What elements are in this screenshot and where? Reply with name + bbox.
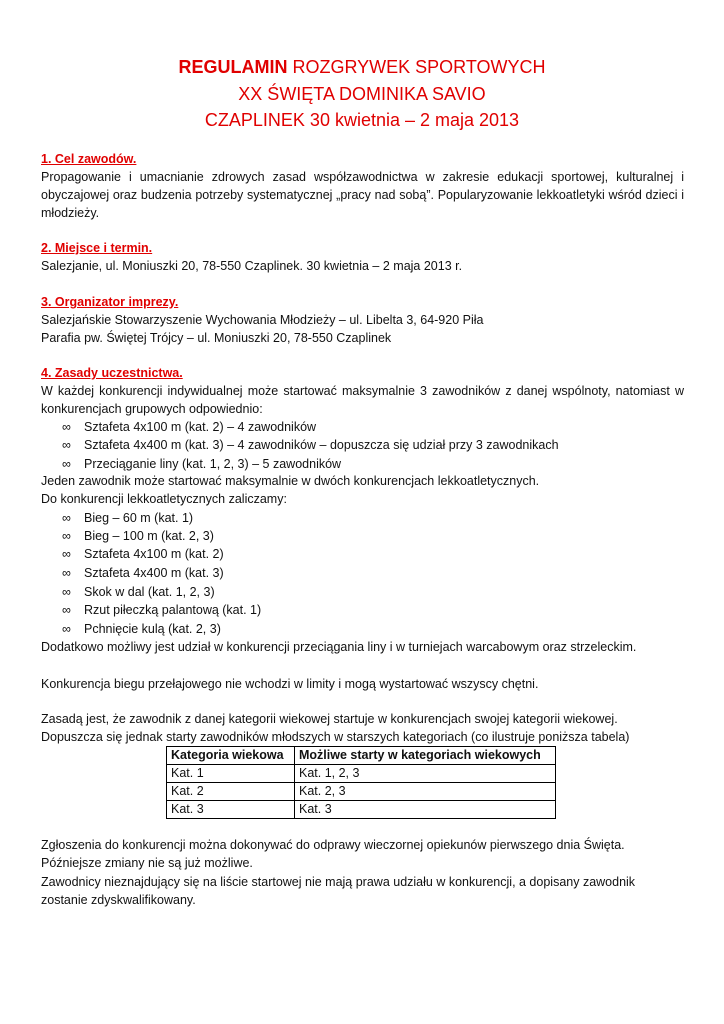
section-4-intro: W każdej konkurencji indywidualnej może startować maksymalnie 3 zawodników z danej wspólnoty, natomiast w konkurencjach grupowych odpowiednio: [41, 384, 684, 416]
list-item: ∞ Sztafeta 4x100 m (kat. 2) [62, 547, 224, 561]
age-category-table [166, 746, 556, 819]
section-3-line-1: Salezjańskie Stowarzyszenie Wychowania Młodzieży – ul. Libelta 3, 64-920 Piła [41, 313, 484, 327]
age-rule-line-1: Zasadą jest, że zawodnik z danej kategorii wiekowej startuje w konkurencjach swojej kategorii wiekowej. [41, 712, 618, 726]
title-line-1-rest: ROZGRYWEK SPORTOWYCH [287, 57, 546, 77]
table-cell: Kat. 2, 3 [295, 783, 556, 801]
infinity-bullet-icon: ∞ [62, 585, 71, 599]
max-events-line: Jeden zawodnik może startować maksymalnie w dwóch konkurencjach lekkoatletycznych. [41, 474, 540, 488]
list-item: ∞ Sztafeta 4x100 m (kat. 2) – 4 zawodników [62, 420, 317, 434]
table-cell: Kat. 2 [167, 783, 295, 801]
list-item: ∞ Sztafeta 4x400 m (kat. 3) – 4 zawodników – dopuszcza się udział przy 3 zawodnikach [62, 438, 559, 452]
entries-deadline-line: Zgłoszenia do konkurencji można dokonywać do odprawy wieczornej opiekunów pierwszego dnia Święta. [41, 838, 625, 852]
table-cell: Kat. 1 [167, 765, 295, 783]
infinity-bullet-icon: ∞ [62, 529, 71, 543]
list-item: ∞ Pchnięcie kulą (kat. 2, 3) [62, 622, 221, 636]
section-3-line-2: Parafia pw. Świętej Trójcy – ul. Moniuszki 20, 78-550 Czaplinek [41, 331, 392, 345]
table-header-cell: Kategoria wiekowa [167, 747, 295, 765]
infinity-bullet-icon: ∞ [62, 547, 71, 561]
list-item: ∞ Przeciąganie liny (kat. 1, 2, 3) – 5 zawodników [62, 457, 342, 471]
list-item: ∞ Sztafeta 4x400 m (kat. 3) [62, 566, 224, 580]
infinity-bullet-icon: ∞ [62, 457, 71, 471]
title-line-1 [0, 55, 724, 79]
section-1-text: Propagowanie i umacnianie zdrowych zasad współzawodnictwa w zakresie edukacji sportowej, kulturalnej i obyczajowej oraz budzenia potrzeby systematycznej „pracy nad sobą”. Popularyzowanie lekkoatletyki wśród dzieci i młodzieży. [41, 170, 684, 220]
infinity-bullet-icon: ∞ [62, 438, 71, 452]
title-line-3: CZAPLINEK 30 kwietnia – 2 maja 2013 [204, 110, 520, 130]
infinity-bullet-icon: ∞ [62, 511, 71, 525]
list-item: ∞ Bieg – 60 m (kat. 1) [62, 511, 194, 525]
disqualification-text: Zawodnicy nieznajdujący się na liście startowej nie mają prawa udziału w konkurencji, a dopisany zawodnik zostanie zdyskwalifikowany. [41, 875, 636, 907]
extra-events-text: Dodatkowo możliwy jest udział w konkurencji przeciągania liny i w turniejach warcabowym oraz strzeleckim. [41, 640, 637, 654]
cross-country-note: Konkurencja biegu przełajowego nie wchodzi w limity i mogą wystartować wszyscy chętni. [41, 677, 539, 691]
age-rule-line-2: Dopuszcza się jednak starty zawodników młodszych w starszych kategoriach (co ilustruje poniższa tabela) [41, 730, 630, 744]
table-cell: Kat. 1, 2, 3 [295, 765, 556, 783]
table-header-row [167, 747, 556, 765]
infinity-bullet-icon: ∞ [62, 603, 71, 617]
section-2-text: Salezjanie, ul. Moniuszki 20, 78-550 Czaplinek. 30 kwietnia – 2 maja 2013 r. [41, 259, 463, 273]
table-cell: Kat. 3 [295, 801, 556, 819]
list-item: ∞ Rzut piłeczką palantową (kat. 1) [62, 603, 262, 617]
section-2-heading: 2. Miejsce i termin. [41, 241, 153, 255]
section-4-heading: 4. Zasady uczestnictwa. [41, 366, 183, 380]
table-cell: Kat. 3 [167, 801, 295, 819]
list-item: ∞ Skok w dal (kat. 1, 2, 3) [62, 585, 215, 599]
section-3-heading: 3. Organizator imprezy. [41, 295, 179, 309]
infinity-bullet-icon: ∞ [62, 622, 71, 636]
section-1-heading: 1. Cel zawodów. [41, 152, 137, 166]
athletics-intro-line: Do konkurencji lekkoatletycznych zaliczamy: [41, 492, 287, 506]
table-header-cell: Możliwe starty w kategoriach wiekowych [295, 747, 556, 765]
infinity-bullet-icon: ∞ [62, 420, 71, 434]
list-item: ∞ Bieg – 100 m (kat. 2, 3) [62, 529, 214, 543]
title-line-2: XX ŚWIĘTA DOMINIKA SAVIO [238, 84, 486, 104]
table-row [167, 783, 556, 801]
table-row [167, 801, 556, 819]
infinity-bullet-icon: ∞ [62, 566, 71, 580]
table-row [167, 765, 556, 783]
title-bold-word: REGULAMIN [178, 57, 288, 77]
no-changes-line: Późniejsze zmiany nie są już możliwe. [41, 856, 253, 870]
